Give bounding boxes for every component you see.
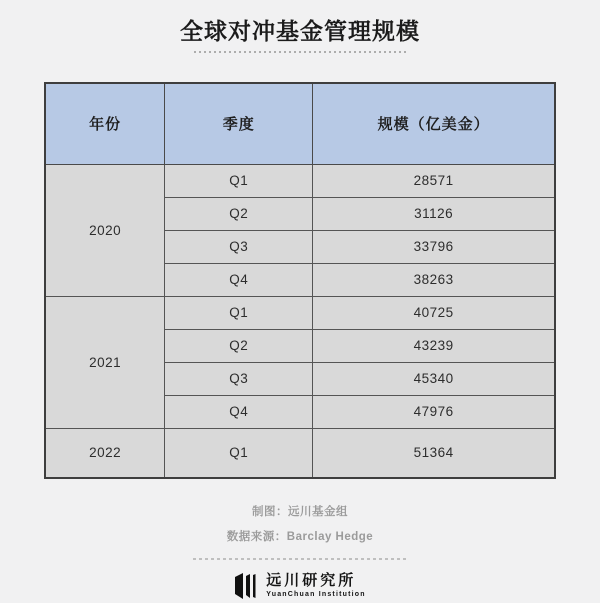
quarter-cell: Q1 [165,428,313,478]
year-cell-2022: 2022 [45,428,165,478]
header-year: 年份 [45,83,165,165]
quarter-cell: Q2 [165,329,313,362]
value-cell: 28571 [313,164,555,197]
value-cell: 40725 [313,296,555,329]
title-dotted-underline [194,51,406,53]
credit-line: 制图：远川基金组 [252,505,348,518]
quarter-cell: Q4 [165,263,313,296]
quarter-cell: Q3 [165,362,313,395]
value-cell: 43239 [313,329,555,362]
value-cell: 31126 [313,197,555,230]
quarter-cell: Q1 [165,296,313,329]
yuanchuan-logo [234,573,365,599]
data-source-line: 数据来源：Barclay Hedge [226,530,374,543]
table-header-row [45,83,555,165]
page-title: 全球对冲基金管理规模 [180,18,420,44]
logo-name-cn: 远川研究所 [266,572,357,590]
table-row [45,428,555,478]
year-cell-2020: 2020 [45,164,165,296]
header-quarter: 季度 [165,83,313,165]
value-cell: 33796 [313,230,555,263]
quarter-cell: Q2 [165,197,313,230]
logo-text [266,573,365,598]
table-row [45,296,555,329]
logo-bars-icon [234,573,259,599]
footer-dashed-divider [193,558,407,560]
quarter-cell: Q1 [165,164,313,197]
value-cell: 38263 [313,263,555,296]
quarter-cell: Q3 [165,230,313,263]
year-cell-2021: 2021 [45,296,165,428]
value-cell: 47976 [313,395,555,428]
hedge-fund-table [44,82,556,479]
quarter-cell: Q4 [165,395,313,428]
header-scale: 规模（亿美金） [313,83,555,165]
value-cell: 51364 [313,428,555,478]
logo-name-en: YuanChuan Institution [266,591,366,599]
table-row [45,164,555,197]
value-cell: 45340 [313,362,555,395]
data-table-container [44,82,556,479]
